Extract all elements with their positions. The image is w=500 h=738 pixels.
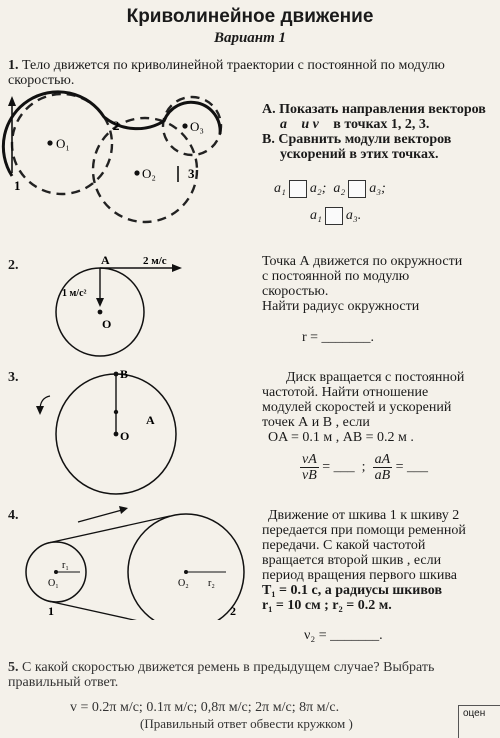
q3-line1: Диск вращается с постоянной [286, 370, 465, 385]
q4-diagram [18, 500, 248, 620]
q4-line1: Движение от шкива 1 к шкиву 2 [268, 508, 460, 523]
q1-task-a: А. Показать направления векторов [262, 102, 486, 117]
q3-center [114, 432, 119, 437]
q3-frac-a [373, 452, 393, 483]
q3-frac-a-num: aA [374, 452, 391, 467]
grade-stamp [458, 705, 500, 738]
q3-point-a [114, 410, 118, 414]
q2-label-o: O [102, 317, 112, 331]
q1-compare-a3: a₃; [369, 181, 386, 197]
q1-compare-a1: a₁ [274, 181, 286, 197]
q3-diagram [30, 366, 205, 496]
q1-label-p2: 2 [113, 118, 120, 133]
q4-motion-arrowhead [119, 506, 128, 514]
q3-rotation-arrowhead [36, 406, 44, 415]
q1-center-o3 [182, 123, 187, 128]
q1-label-p1: 1 [14, 178, 21, 193]
q4-label-p2: 2 [230, 604, 236, 618]
q5-options: v = 0.2π м/с; 0.1π м/с; 0,8π м/с; 2π м/с; 8π м/с. [70, 700, 340, 715]
q2-acc-arrowhead [96, 298, 104, 307]
q3-point-b [114, 372, 119, 377]
q1-tasks [262, 102, 498, 162]
q4-text-block [262, 508, 494, 613]
q1-compare-row2 [310, 207, 361, 225]
q1-number: 1. [8, 58, 19, 73]
q1-compare-a2: a₂; [309, 181, 327, 197]
q1-task-a-vectors: a⃗ и v⃗ [280, 117, 330, 132]
q1-center-o1 [47, 140, 52, 145]
q1-text: Тело движется по криволинейной траектории с постоянной по модулю скоростью. [8, 58, 445, 88]
q1-compare-a2b: a₂ [333, 181, 346, 197]
q1-start-arrowhead [8, 96, 16, 106]
q1-task-a-points: в точках 1, 2, 3. [333, 117, 430, 132]
q5-text: С какой скоростью движется ремень в предыдущем случае? Выбрать правильный ответ. [8, 660, 435, 690]
q2-text-block [262, 254, 498, 314]
q3-frac-v-num: vA [302, 452, 317, 467]
q3-frac-v-den: vB [302, 468, 317, 483]
q1-compare-box1[interactable] [289, 180, 307, 198]
q1-label-o2: O₂ [142, 166, 156, 181]
q4-line4: вращается второй шкив , если [262, 553, 442, 568]
q3-label-a: A [146, 413, 155, 427]
q1-compare-a3b: a₃. [345, 208, 362, 224]
q1-compare-row1 [274, 180, 386, 198]
grade-stamp-label: оцен [463, 708, 486, 719]
q4-motion-arrow [78, 510, 122, 522]
q3-answers [300, 452, 428, 483]
q5-number: 5. [8, 660, 19, 675]
q3-line5: OA = 0.1 м , AB = 0.2 м . [268, 430, 414, 445]
q1-task-b-line1: В. Сравнить модули векторов [262, 132, 452, 147]
q1-label-o3: O₃ [190, 119, 204, 134]
q2-diagram [48, 250, 198, 360]
q5-text-block [8, 660, 496, 690]
q1-compare-box3[interactable] [325, 207, 343, 225]
q4-line3: передачи. С какой частотой [262, 538, 426, 553]
q2-label-a: A [101, 253, 110, 267]
q2-label-acc: 1 м/с² [62, 288, 87, 299]
q4-label-p1: 1 [48, 604, 54, 618]
q4-belt-bottom [48, 601, 170, 620]
q3-line4: точек А и В , если [262, 415, 370, 430]
q2-line3: скоростью. [262, 284, 329, 299]
q3-frac-v [300, 452, 319, 483]
q4-line6: T₁ = 0.1 с, а радиусы шкивов [262, 583, 443, 598]
q4-line7: r₁ = 10 см ; r₂ = 0.2 м. [262, 598, 392, 613]
q4-label-o2: O₂ [178, 578, 189, 589]
q4-center-2 [184, 570, 188, 574]
q1-text-block [8, 58, 494, 88]
q3-separator: ; [361, 459, 366, 475]
q3-frac-a-den: aB [374, 468, 391, 483]
page-title: Криволинейное движение [126, 6, 374, 27]
q2-center [98, 310, 103, 315]
q1-center-o2 [134, 170, 139, 175]
q4-label-o1: O₁ [48, 578, 59, 589]
q2-line2: с постоянной по модулю [262, 269, 410, 284]
q1-task-b-line2: ускорений в этих точках. [280, 147, 439, 162]
q2-velocity-arrowhead [172, 264, 182, 272]
q2-number: 2. [8, 258, 19, 273]
q1-compare-box2[interactable] [348, 180, 366, 198]
q4-center-1 [54, 570, 58, 574]
q3-frac-a-blank: = ___ [395, 459, 429, 475]
q4-label-r2: r₂ [208, 578, 215, 589]
q4-pulley-2 [128, 514, 244, 620]
q4-line5: период вращения первого шкива [262, 568, 457, 583]
q1-compare-a1b: a₁ [310, 208, 322, 224]
q3-line3: модулей скоростей и ускорений [262, 400, 452, 415]
q3-label-o: O [120, 429, 130, 443]
q3-text-block [262, 370, 494, 445]
q3-number: 3. [8, 370, 19, 385]
q2-answer: r = _______. [302, 330, 375, 345]
q4-answer: ν₂ = _______. [304, 628, 383, 643]
q4-belt-top [48, 516, 170, 543]
q1-label-p3: 3 [188, 166, 195, 181]
q3-line2: частотой. Найти отношение [262, 385, 429, 400]
q1-label-o1: O₁ [56, 136, 70, 151]
q2-label-v: 2 м/с [143, 255, 167, 267]
q2-line4: Найти радиус окружности [262, 299, 420, 314]
q1-diagram [0, 88, 260, 243]
q4-label-r1: r₁ [62, 560, 69, 571]
q3-frac-v-blank: = ___ [322, 459, 355, 475]
q3-label-b: B [120, 367, 129, 381]
q2-line1: Точка А движется по окружности [262, 254, 463, 269]
variant-label: Вариант 1 [213, 30, 287, 46]
q4-line2: передается при помощи ременной [262, 523, 466, 538]
q4-number: 4. [8, 508, 19, 523]
q5-note: (Правильный ответ обвести кружком ) [140, 716, 353, 731]
